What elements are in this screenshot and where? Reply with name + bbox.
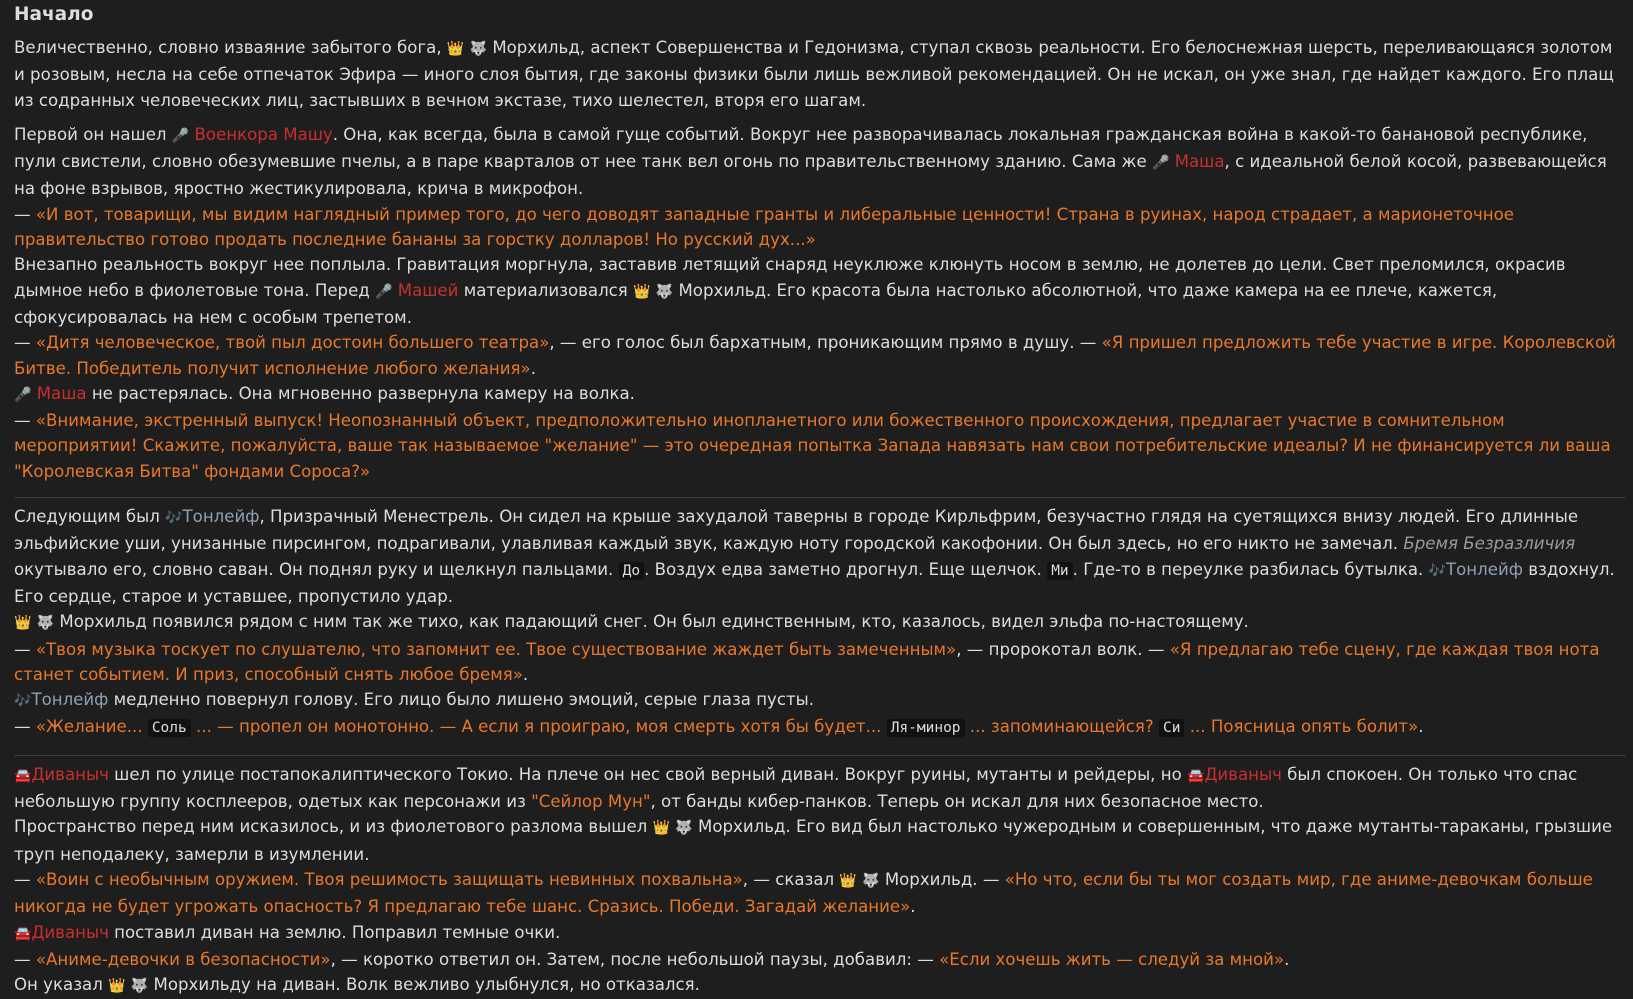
character-name: Диваныч	[31, 922, 109, 942]
quote-text: «Я пришел предложить тебе участие в игре. Королевской Битве. Победитель получит исполнение любого желания»	[14, 333, 1616, 378]
narration-text: Морхильд. Его красота была настолько абсолютной, что даже камера на ее плече, кажется, сфокусировалась на нем с особым трепетом.	[14, 280, 1498, 327]
character-name: Машей	[397, 280, 459, 300]
character-name: Тонлейф	[182, 507, 260, 527]
narration-text: Внезапно реальность вокруг нее поплыла. Гравитация моргнула, заставив летящий снаряд неуклюже клюнуть носом в землю, не долетев до цели. Свет преломился, окрасив дымное небо в фиолетовые тона. Перед	[14, 255, 1566, 300]
quote-text: «Желание...	[35, 717, 148, 737]
quote-text: «Твоя музыка тоскует по слушателю, что запомнит ее. Твое существование жаждет быть замеченным»	[35, 639, 957, 659]
narration-text: вздохнул. Его сердце, старое и уставшее, пропустило удар.	[14, 559, 1615, 606]
quote-text: «Аниме-девочки в безопасности»	[35, 949, 331, 969]
story-paragraph	[14, 609, 1626, 636]
narration-text: , Призрачный Менестрель. Он сидел на крыше захудалой таверны в городе Кирльфрим, безучастно глядя на суетящихся внизу людей. Его длинные эльфийские уши, унизанные пирсингом, подрагивали, улавливая каждый звук, каждую ноту городской какофонии. Он был здесь, но его никто не замечал.	[14, 507, 1579, 554]
narration-text: , — пророкотал волк. —	[956, 639, 1170, 659]
microphone-icon: 🎤	[14, 386, 32, 403]
crown-icon: 👑	[14, 615, 32, 632]
car-icon: 🚘	[14, 925, 32, 942]
narration-text: —	[14, 333, 36, 353]
story-paragraph	[14, 330, 1626, 381]
narration-text: .	[1418, 717, 1424, 737]
story-paragraph	[14, 35, 1626, 113]
character-name: Маша	[1174, 152, 1225, 172]
narration-text: , — сказал	[742, 869, 840, 889]
quote-text: ... — пропел он монотонно. — А если я проиграю, моя смерть хотя бы будет...	[190, 717, 887, 737]
story-paragraph	[14, 687, 1626, 714]
character-name: Военкора Машу	[194, 124, 333, 144]
story-paragraph	[14, 714, 1626, 741]
narration-text: , с идеальной белой косой, развевающейся на фоне взрывов, яростно жестикулировала, крича в микрофон.	[14, 152, 1607, 199]
narration-text: , от банды кибер-панков. Теперь он искал для них безопасное место.	[650, 792, 1264, 812]
quote-text: «Если хочешь жить — следуй за мной»	[939, 949, 1285, 969]
narration-text: был спокоен. Он только что спас небольшую группу косплееров, одетых как персонажи из	[14, 764, 1578, 812]
inline-code: Си	[1159, 719, 1184, 737]
story-paragraph	[14, 202, 1626, 253]
wolf-icon: 🐺	[36, 615, 55, 632]
story-body	[14, 35, 1626, 999]
narration-text: —	[14, 949, 36, 969]
character-name: Тонлейф	[1446, 559, 1523, 579]
quote-text: ... запоминающейся?	[964, 717, 1159, 737]
narration-text: окутывало его, словно саван. Он поднял руку и щелкнул пальцами.	[14, 559, 619, 579]
quote-text: «Дитя человеческое, твой пыл достоин большего театра»	[35, 333, 550, 353]
page-title: Начало	[14, 4, 94, 25]
story-section	[14, 35, 1626, 484]
narration-text: —	[14, 204, 36, 224]
narration-text: , — коротко ответил он. Затем, после небольшой паузы, добавил: —	[330, 949, 940, 969]
crown-icon: 👑	[446, 41, 465, 57]
wolf-icon: 🐺	[862, 872, 880, 889]
story-section	[14, 762, 1626, 999]
story-container	[14, 0, 1626, 999]
music-notes-icon: 🎶	[1428, 562, 1446, 579]
narration-text: , — его голос был бархатным, проникающим прямо в душу. —	[549, 333, 1102, 353]
narration-text: Первой он нашел	[14, 124, 172, 144]
story-paragraph	[14, 947, 1626, 972]
character-name: Тонлейф	[31, 690, 109, 710]
narration-text: . Воздух едва заметно дрогнул. Еще щелчок.	[644, 559, 1048, 579]
microphone-icon: 🎤	[1151, 155, 1170, 172]
narration-text: . Где-то в переулке разбилась бутылка.	[1072, 559, 1429, 579]
narration-text: Морхильд. Его вид был настолько чужеродным и совершенным, что даже мутанты-тараканы, грызшие труп неподалеку, замерли в изумлении.	[14, 817, 1613, 864]
inline-code: Ля-минор	[887, 719, 965, 737]
narration-text: Морхильд, аспект Совершенства и Гедонизма, ступал сквозь реальности. Его белоснежная шерсть, переливающаяся золотом и розовым, несла на себе отпечаток Эфира — иного слоя бытия, где законы физики были лишь вежливой рекомендацией. Он не искал, он уже знал, где найдет каждого. Его плащ из содранных человеческих лиц, застывших в вечном экстазе, тихо шелестел, вторя его шагам.	[14, 38, 1614, 110]
narration-text: Морхильд появился рядом с ним так же тихо, как падающий снег. Он был единственным, кто, казалось, видел эльфа по-настоящему.	[54, 612, 1249, 632]
inline-code: До	[619, 562, 644, 580]
story-paragraph	[14, 762, 1626, 815]
story-paragraph	[14, 252, 1626, 330]
narration-text: Величественно, словно изваяние забытого бога,	[14, 38, 447, 57]
car-icon: 🚘	[1187, 767, 1205, 784]
microphone-icon: 🎤	[375, 283, 393, 300]
car-icon: 🚘	[14, 767, 32, 784]
story-paragraph	[14, 637, 1626, 688]
character-name: Диваныч	[31, 764, 109, 784]
crown-icon: 👑	[633, 283, 651, 300]
quote-text: «Я предлагаю тебе сцену, где каждая твоя нота станет событием. И приз, способный снять любое бремя»	[14, 639, 1600, 684]
emphasis-text: Бремя Безразличия	[1403, 534, 1576, 554]
narration-text: медленно повернул голову. Его лицо было лишено эмоций, серые глаза пусты.	[108, 690, 815, 710]
story-paragraph	[14, 408, 1626, 484]
quote-text: «Воин с необычным оружием. Твоя решимость защищать невинных похвальна»	[35, 869, 743, 889]
story-paragraph	[14, 122, 1626, 202]
narration-text: —	[14, 717, 36, 737]
wolf-icon: 🐺	[130, 978, 149, 995]
music-notes-icon: 🎶	[165, 510, 183, 527]
story-paragraph	[14, 381, 1626, 408]
story-paragraph	[14, 920, 1626, 947]
microphone-icon: 🎤	[171, 127, 190, 144]
story-paragraph	[14, 867, 1626, 920]
narration-text: поставил диван на землю. Поправил темные очки.	[108, 922, 561, 942]
crown-icon: 👑	[652, 820, 671, 837]
narration-text: шел по улице постапокалиптического Токио. На плече он нес свой верный диван. Вокруг руины, мутанты и рейдеры, но	[108, 764, 1187, 784]
story-paragraph	[14, 814, 1626, 867]
story-section	[14, 504, 1626, 742]
wolf-icon: 🐺	[655, 283, 674, 300]
narration-text: не растерялась. Она мгновенно развернула камеру на волка.	[86, 383, 635, 403]
narration-text: материализовался	[458, 280, 634, 300]
narration-text: .	[530, 358, 536, 378]
narration-text: Морхильд. —	[879, 869, 1005, 889]
quote-text: «И вот, товарищи, мы видим наглядный пример того, до чего доводят западные гранты и либеральные ценности! Страна в руинах, народ страдает, а марионеточное правительство готово продать последние бананы за горстку долларов! Но русский дух...»	[14, 204, 1514, 250]
inline-code: Ми	[1047, 562, 1072, 580]
quote-text: ... Поясница опять болит»	[1184, 717, 1419, 737]
narration-text: Следующим был	[14, 507, 166, 527]
narration-text: Пространство перед ним исказилось, и из фиолетового разлома вышел	[14, 817, 653, 837]
quote-text: «Внимание, экстренный выпуск! Неопознанный объект, предположительно инопланетного или божественного происхождения, предлагает участие в сомнительном мероприятии! Скажите, пожалуйста, ваше так называемое "желание" — это очередная попытка Запада навязать нам свои потребительские идеалы? И не финансируется ли ваша "Королевская Битва" фондами Сороса?»	[14, 411, 1611, 481]
crown-icon: 👑	[108, 978, 126, 995]
wolf-icon: 🐺	[469, 41, 488, 57]
narration-text: .	[1284, 949, 1290, 969]
narration-text: Морхильду на диван. Волк вежливо улыбнулся, но отказался.	[148, 975, 700, 995]
narration-text: Он указал	[14, 975, 109, 995]
music-notes-icon: 🎶	[14, 693, 32, 710]
narration-text: .	[522, 664, 529, 684]
narration-text: —	[14, 639, 36, 659]
narration-text: —	[14, 411, 36, 431]
quote-text: «Но что, если бы ты мог создать мир, где аниме-девочкам больше никогда не будет угрожать опасность? Я предлагаю тебе шанс. Сразись. Победи. Загадай желание»	[14, 869, 1593, 917]
narration-text: . Она, как всегда, была в самой гуще событий. Вокруг нее разворачивалась локальная гражданская война в какой-то банановой республике, пули свистели, словно обезумевшие пчелы, а в паре кварталов от нее танк вел огонь по правительственному зданию. Сама же	[14, 124, 1588, 172]
character-name: Диваныч	[1204, 764, 1282, 784]
narration-text: —	[14, 869, 36, 889]
character-name: Маша	[36, 383, 87, 403]
narration-text: .	[910, 897, 916, 917]
wolf-icon: 🐺	[675, 820, 693, 837]
inline-code: Соль	[148, 719, 191, 737]
story-paragraph	[14, 504, 1626, 609]
character-name: "Сейлор Мун"	[531, 792, 651, 812]
crown-icon: 👑	[839, 872, 857, 889]
